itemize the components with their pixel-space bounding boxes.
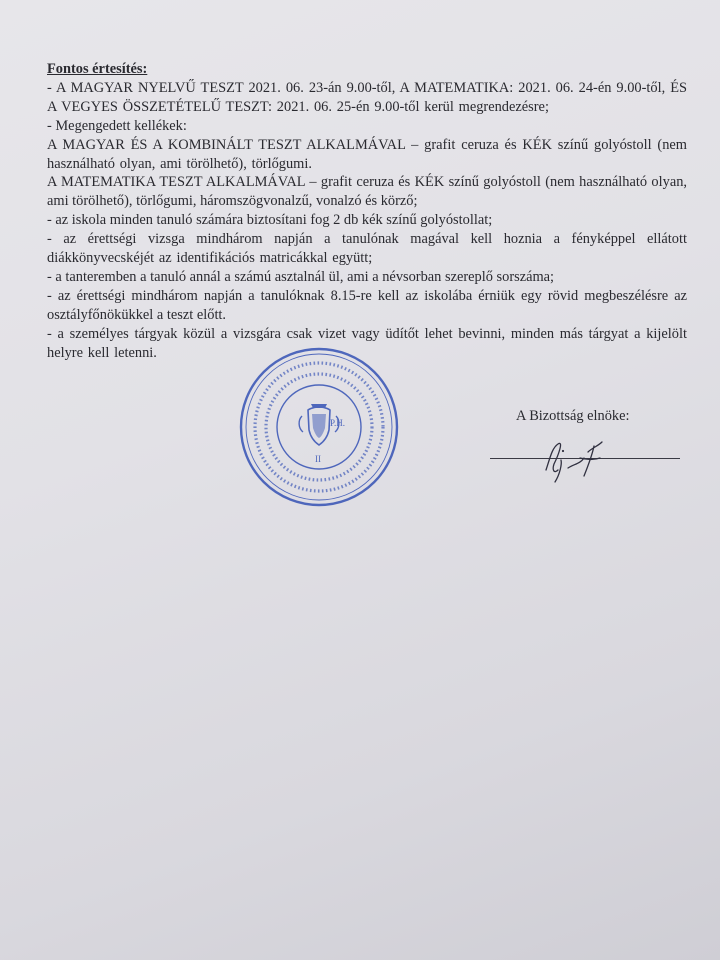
notice-line-allowed-items: - Megengedett kellékek: <box>47 117 187 134</box>
notice-line-dates: - A MAGYAR NYELVŰ TESZT 2021. 06. 23-án 9.00-től, A MATEMATIKA: 2021. 06. 24-én 9.00-től, ÉS A VEGYES ÖSSZETÉTELŰ TESZT: 2021. 06. 25-én 9.00-től kerül megrendezésre; <box>47 79 687 115</box>
notice-line-hungarian-combined: A MAGYAR ÉS A KOMBINÁLT TESZT ALKALMÁVAL – grafit ceruza és KÉK színű golyóstoll (nem használható olyan, ami törölhető), törlőgumi. <box>47 136 687 172</box>
notice-line-arrival: - az érettségi mindhárom napján a tanulóknak 8.15-re kell az iskolába érniük egy rövid megbeszélésre az osztályfőnökükkel a teszt előtt. <box>47 287 687 323</box>
official-stamp <box>232 346 406 508</box>
stamp-numeral: II <box>315 454 321 464</box>
notice-line-personal-items: - a személyes tárgyak közül a vizsgára csak vizet vagy üdítőt lehet bevinni, minden más tárgyat a kijelölt helyre kell letenni. <box>47 325 687 361</box>
handwritten-signature <box>528 430 618 486</box>
notice-line-mathematics: A MATEMATIKA TESZT ALKALMÁVAL – grafit ceruza és KÉK színű golyóstoll (nem használható olyan, ami törölhető), törlőgumi, háromszögvonalzű, vonalzó és körző; <box>47 174 687 210</box>
notice-line-student-book: - az érettségi vizsga mindhárom napján a tanulónak magával kell hoznia a fényképpel ellátott diákkönyvecskéjét az identifikációs matricákkal együtt; <box>47 231 687 267</box>
notice-title: Fontos értesítés: <box>47 61 148 77</box>
notice-line-seating: - a tanteremben a tanuló annál a számú asztalnál ül, ami a névsorban szereplő sorszáma; <box>47 268 555 285</box>
signature-block <box>488 408 688 498</box>
notice-line-pens: - az iskola minden tanuló számára biztosítani fog 2 db kék színű golyóstollat; <box>47 212 493 229</box>
stamp-center-text: P.H. <box>330 418 346 428</box>
signature-label: A Bizottság elnöke: <box>516 408 630 424</box>
notice-body <box>47 60 687 363</box>
